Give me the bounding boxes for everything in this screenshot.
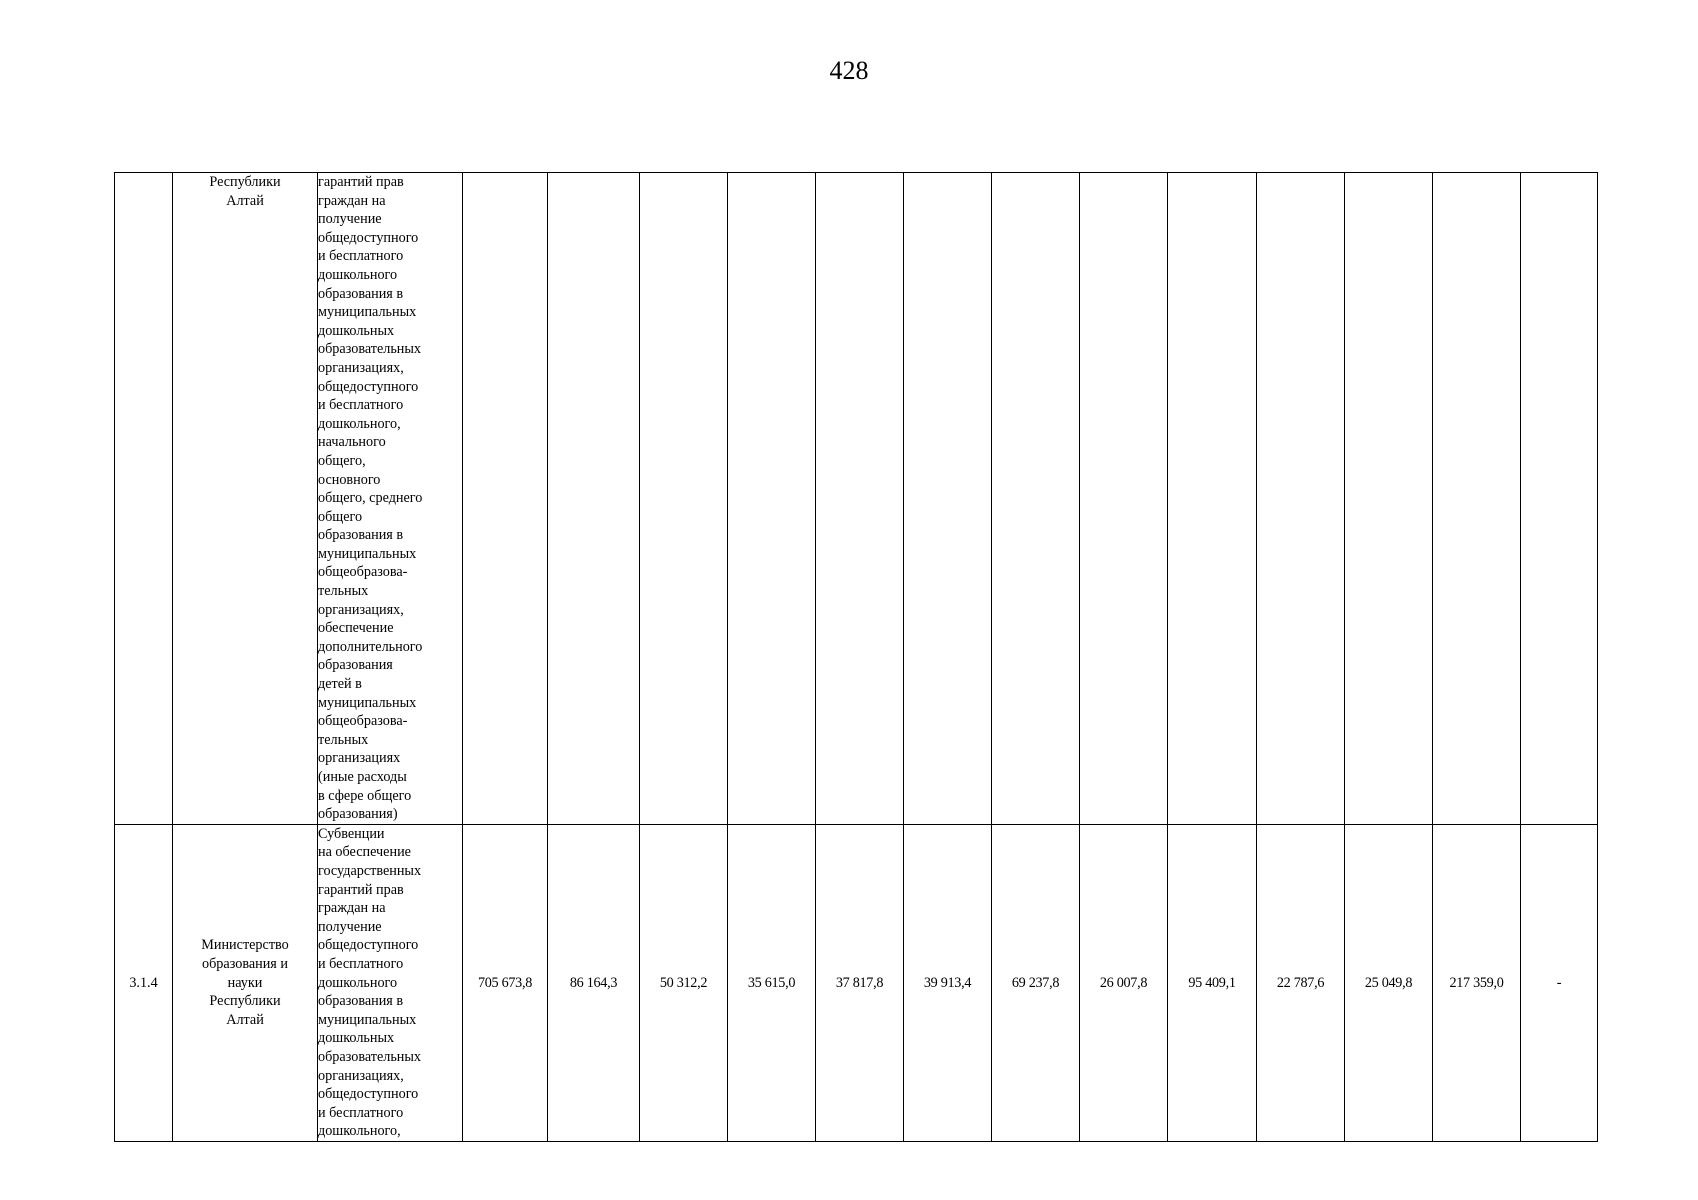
value-cell-last — [1521, 173, 1598, 825]
value-cell — [548, 173, 640, 825]
value-cell: 39 913,4 — [904, 824, 992, 1141]
value-cell: 95 409,1 — [1168, 824, 1257, 1141]
value-cell: 37 817,8 — [816, 824, 904, 1141]
value-cell-total: 705 673,8 — [463, 824, 548, 1141]
value-cell — [1257, 173, 1345, 825]
value-cell — [1345, 173, 1433, 825]
executor-cell: Министерство образования и науки Республики Алтай — [173, 824, 318, 1141]
value-cell: 86 164,3 — [548, 824, 640, 1141]
value-cell — [1433, 173, 1521, 825]
description-cell: Субвенции на обеспечение государственных гарантий прав граждан на получение общедоступного и бесплатного дошкольного образования в муниципальных дошкольных образовательных организациях, общедоступного и бесплатного дошкольного, — [318, 824, 463, 1141]
row-number-cell — [115, 173, 173, 825]
value-cell — [816, 173, 904, 825]
value-cell-last: - — [1521, 824, 1598, 1141]
page-number: 428 — [829, 56, 869, 85]
value-cell — [640, 173, 728, 825]
executor-cell: Республики Алтай — [173, 173, 318, 825]
value-cell-total — [463, 173, 548, 825]
value-cell: 22 787,6 — [1257, 824, 1345, 1141]
value-cell — [1080, 173, 1168, 825]
value-cell: 35 615,0 — [728, 824, 816, 1141]
value-cell — [728, 173, 816, 825]
value-cell: 217 359,0 — [1433, 824, 1521, 1141]
description-cell: гарантий прав граждан на получение общедоступного и бесплатного дошкольного образования в муниципальных дошкольных образовательных организациях, общедоступного и бесплатного дошкольного, начального общего, основного общего, среднего общего образования в муниципальных общеобразова- тельных организациях, обеспечение дополнительного образования детей в муниципальных общеобразова- тельных организациях (иные расходы в сфере общего образования) — [318, 173, 463, 825]
value-cell: 69 237,8 — [992, 824, 1080, 1141]
value-cell: 26 007,8 — [1080, 824, 1168, 1141]
table-row — [115, 824, 1598, 1141]
budget-table — [114, 172, 1598, 1142]
table-row — [115, 173, 1598, 825]
value-cell — [992, 173, 1080, 825]
value-cell: 25 049,8 — [1345, 824, 1433, 1141]
value-cell — [904, 173, 992, 825]
value-cell — [1168, 173, 1257, 825]
row-number-cell: 3.1.4 — [115, 824, 173, 1141]
value-cell: 50 312,2 — [640, 824, 728, 1141]
